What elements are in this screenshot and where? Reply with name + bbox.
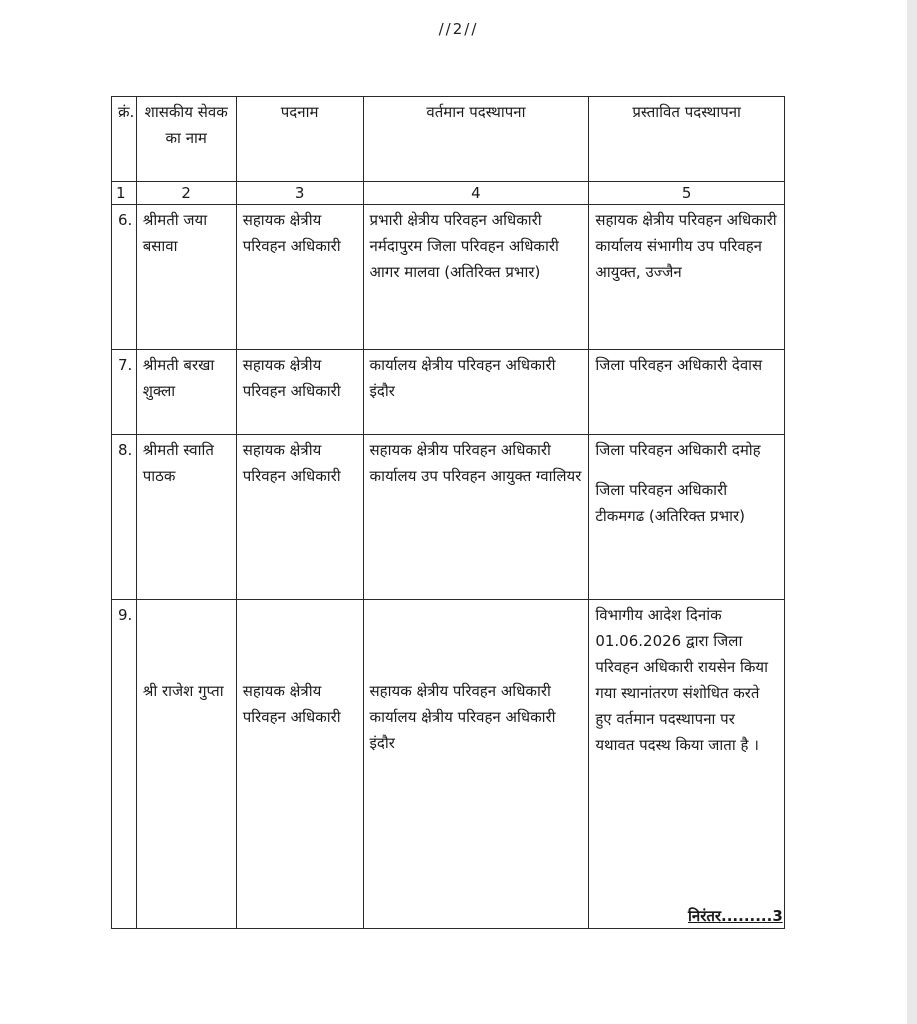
designation: सहायक क्षेत्रीय परिवहन अधिकारी <box>236 205 363 350</box>
proposed-posting-line: सहायक क्षेत्रीय परिवहन अधिकारी कार्यालय संभागीय उप परिवहन आयुक्त, उज्जैन <box>595 211 777 281</box>
table-row <box>112 350 785 435</box>
designation: सहायक क्षेत्रीय परिवहन अधिकारी <box>236 350 363 435</box>
proposed-posting-line: विभागीय आदेश दिनांक 01.06.2026 द्वारा जिला परिवहन अधिकारी रायसेन किया गया स्थानांतरण संशोधित करते हुए वर्तमान पदस्थापना पर यथावत पदस्थ किया जाता है । <box>595 606 768 754</box>
column-number: 3 <box>236 182 363 205</box>
table-row <box>112 435 785 600</box>
employee-name: श्रीमती जया बसावा <box>136 205 236 350</box>
header-serial: क्रं. <box>112 97 137 182</box>
employee-name: श्रीमती बरखा शुक्ला <box>136 350 236 435</box>
header-proposed-posting: प्रस्तावित पदस्थापना <box>589 97 785 182</box>
column-number: 1 <box>112 182 137 205</box>
proposed-posting-line: जिला परिवहन अधिकारी देवास <box>595 356 763 374</box>
proposed-posting <box>589 350 785 435</box>
column-number: 5 <box>589 182 785 205</box>
table-row <box>112 205 785 350</box>
serial-number: 9. <box>112 600 137 929</box>
column-number: 4 <box>363 182 589 205</box>
header-designation: पदनाम <box>236 97 363 182</box>
column-number-row <box>112 182 785 205</box>
proposed-posting-line: जिला परिवहन अधिकारी दमोह <box>595 441 761 459</box>
column-number: 2 <box>136 182 236 205</box>
employee-name: श्रीमती स्वाति पाठक <box>136 435 236 600</box>
page-number: //2// <box>438 20 479 38</box>
serial-number: 8. <box>112 435 137 600</box>
serial-number: 7. <box>112 350 137 435</box>
current-posting: सहायक क्षेत्रीय परिवहन अधिकारी कार्यालय क्षेत्रीय परिवहन अधिकारी इंदौर <box>363 600 589 929</box>
page-edge-shadow <box>907 0 917 1024</box>
posting-table <box>111 96 785 929</box>
header-current-posting: वर्तमान पदस्थापना <box>363 97 589 182</box>
employee-name: श्री राजेश गुप्ता <box>136 600 236 929</box>
table-header-row <box>112 97 785 182</box>
proposed-posting-line: जिला परिवहन अधिकारी टीकमगढ (अतिरिक्त प्रभार) <box>595 481 745 525</box>
table-row <box>112 600 785 929</box>
continuation-note: निरंतर.........3 <box>688 907 783 925</box>
proposed-posting <box>589 205 785 350</box>
paragraph-gap <box>595 463 778 477</box>
current-posting: कार्यालय क्षेत्रीय परिवहन अधिकारी इंदौर <box>363 350 589 435</box>
designation: सहायक क्षेत्रीय परिवहन अधिकारी <box>236 435 363 600</box>
current-posting: प्रभारी क्षेत्रीय परिवहन अधिकारी नर्मदापुरम जिला परिवहन अधिकारी आगर मालवा (अतिरिक्त प्रभार) <box>363 205 589 350</box>
designation: सहायक क्षेत्रीय परिवहन अधिकारी <box>236 600 363 929</box>
proposed-posting <box>589 600 785 929</box>
proposed-posting <box>589 435 785 600</box>
header-employee-name: शासकीय सेवक का नाम <box>136 97 236 182</box>
current-posting: सहायक क्षेत्रीय परिवहन अधिकारी कार्यालय उप परिवहन आयुक्त ग्वालियर <box>363 435 589 600</box>
serial-number: 6. <box>112 205 137 350</box>
